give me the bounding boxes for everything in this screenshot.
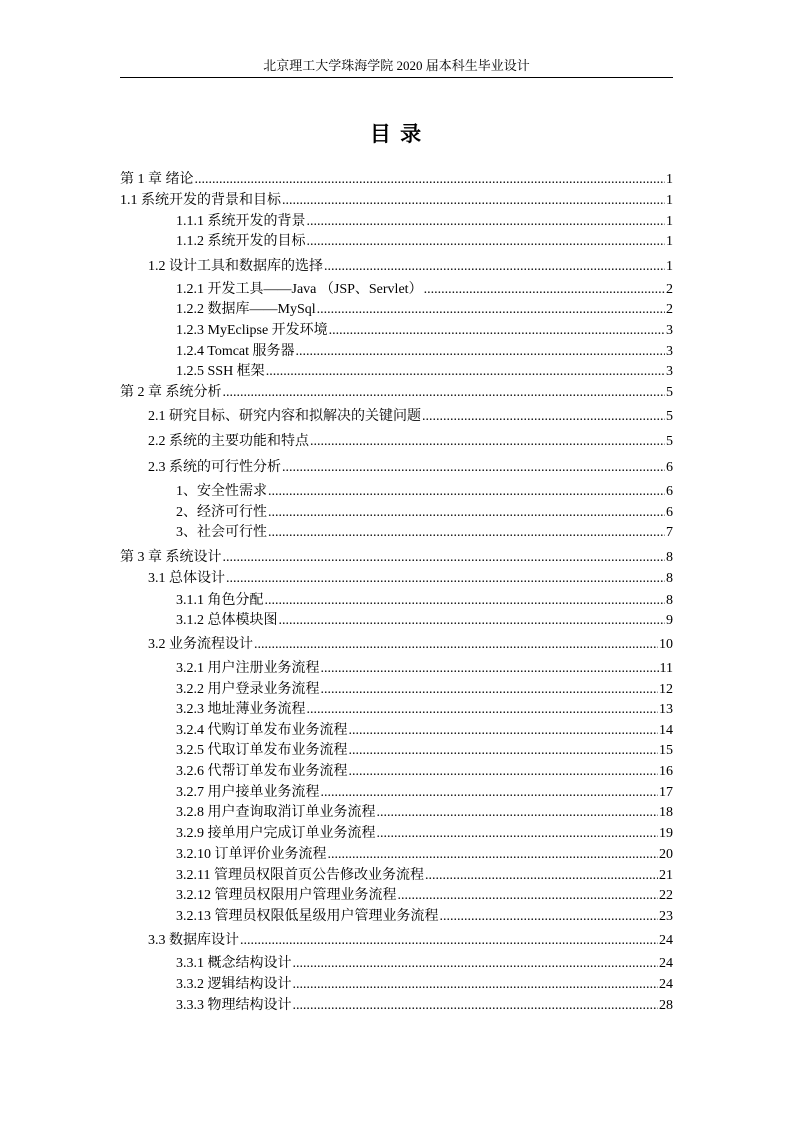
- toc-entry: [176, 212, 673, 232]
- toc-leader-dots: [440, 907, 659, 927]
- toc-entry: [148, 635, 673, 655]
- toc-entry-page: 1: [666, 172, 673, 187]
- toc-entry-page: 20: [659, 847, 673, 862]
- toc-leader-dots: [310, 432, 665, 452]
- toc-entry-page: 2: [666, 302, 673, 317]
- toc-entry: [120, 191, 673, 211]
- toc-entry-page: 11: [659, 661, 673, 676]
- toc-entry: [176, 280, 673, 300]
- toc-entry-page: 17: [659, 785, 673, 800]
- toc-entry: [120, 548, 673, 568]
- toc-entry: [148, 407, 673, 427]
- toc-entry-title: 3.2.7 用户接单业务流程: [176, 785, 320, 800]
- toc-leader-dots: [349, 741, 659, 761]
- toc-entry: [148, 569, 673, 589]
- toc-leader-dots: [254, 635, 658, 655]
- toc-leader-dots: [266, 362, 665, 382]
- toc-entry-page: 3: [666, 344, 673, 359]
- toc-entry-title: 3.2.12 管理员权限用户管理业务流程: [176, 888, 397, 903]
- toc-entry: [176, 482, 673, 502]
- toc-entry-title: 3.2.13 管理员权限低星级用户管理业务流程: [176, 909, 439, 924]
- toc-leader-dots: [268, 523, 665, 543]
- toc-entry-page: 16: [659, 764, 673, 779]
- toc-entry: [176, 611, 673, 631]
- toc-entry: [176, 741, 673, 761]
- toc-entry-page: 24: [659, 933, 673, 948]
- toc-leader-dots: [195, 170, 666, 190]
- toc-leader-dots: [425, 866, 658, 886]
- toc-entry-page: 3: [666, 323, 673, 338]
- toc-entry-title: 3.2.10 订单评价业务流程: [176, 847, 327, 862]
- toc-entry-title: 3.2 业务流程设计: [148, 637, 253, 652]
- toc-entry: [176, 680, 673, 700]
- toc-entry: [176, 503, 673, 523]
- toc-leader-dots: [293, 996, 659, 1016]
- toc-leader-dots: [307, 700, 659, 720]
- toc-entry-title: 1.2.1 开发工具——Java （JSP、Servlet）: [176, 282, 423, 297]
- toc-leader-dots: [282, 191, 665, 211]
- toc-entry-title: 2.2 系统的主要功能和特点: [148, 434, 309, 449]
- page-header: 北京理工大学珠海学院 2020 届本科生毕业设计: [120, 56, 673, 78]
- toc-entry-title: 1.2.3 MyEclipse 开发环境: [176, 323, 328, 338]
- toc-leader-dots: [279, 611, 666, 631]
- toc-entry-title: 3.3.2 逻辑结构设计: [176, 977, 292, 992]
- toc-entry-page: 22: [659, 888, 673, 903]
- toc-entry: [176, 996, 673, 1016]
- toc-entry-page: 6: [666, 505, 673, 520]
- toc-entry-page: 8: [666, 571, 673, 586]
- toc-entry: [176, 783, 673, 803]
- toc-entry-page: 3: [666, 364, 673, 379]
- toc-entry-page: 5: [666, 434, 673, 449]
- toc-leader-dots: [422, 407, 665, 427]
- toc-entry: [176, 523, 673, 543]
- toc-entry: [176, 659, 673, 679]
- toc-entry-title: 1.1 系统开发的背景和目标: [120, 193, 281, 208]
- toc-entry: [176, 866, 673, 886]
- toc-entry-page: 2: [666, 282, 673, 297]
- toc-entry-page: 8: [666, 593, 673, 608]
- toc-leader-dots: [293, 975, 659, 995]
- toc-entry: [176, 803, 673, 823]
- toc-entry: [176, 975, 673, 995]
- toc-entry-page: 19: [659, 826, 673, 841]
- toc-entry-page: 14: [659, 723, 673, 738]
- toc-entry: [148, 931, 673, 951]
- toc-entry: [176, 954, 673, 974]
- toc-leader-dots: [329, 321, 665, 341]
- toc-entry-page: 1: [666, 259, 673, 274]
- toc-entry: [176, 321, 673, 341]
- toc-entry-title: 第 1 章 绪论: [120, 172, 194, 187]
- toc-entry: [176, 886, 673, 906]
- toc-entry-page: 12: [659, 682, 673, 697]
- toc-entry-title: 3.3.1 概念结构设计: [176, 956, 292, 971]
- toc-leader-dots: [223, 383, 666, 403]
- toc-entry-page: 6: [666, 460, 673, 475]
- toc-entry: [176, 591, 673, 611]
- toc-entry: [176, 232, 673, 252]
- toc-entry: [176, 824, 673, 844]
- toc-entry-page: 7: [666, 525, 673, 540]
- toc-entry-page: 1: [666, 214, 673, 229]
- toc-entry-title: 3.1 总体设计: [148, 571, 225, 586]
- toc-entry-title: 1.1.2 系统开发的目标: [176, 234, 306, 249]
- toc-leader-dots: [240, 931, 658, 951]
- toc-entry-title: 3.2.9 接单用户完成订单业务流程: [176, 826, 376, 841]
- toc-entry: [176, 362, 673, 382]
- toc-entry-page: 23: [659, 909, 673, 924]
- toc-entry-title: 3.3 数据库设计: [148, 933, 239, 948]
- toc-entry-title: 3.2.6 代帮订单发布业务流程: [176, 764, 348, 779]
- toc-leader-dots: [307, 212, 666, 232]
- toc-entry: [148, 432, 673, 452]
- toc-entry-page: 18: [659, 805, 673, 820]
- toc-entry-title: 3.2.4 代购订单发布业务流程: [176, 723, 348, 738]
- toc-entry-page: 24: [659, 956, 673, 971]
- toc-entry-title: 3.2.2 用户登录业务流程: [176, 682, 320, 697]
- toc-entry-title: 3.1.2 总体模块图: [176, 613, 278, 628]
- toc-entry: [148, 257, 673, 277]
- toc-entry-page: 8: [666, 550, 673, 565]
- toc-leader-dots: [317, 300, 665, 320]
- toc-entry: [120, 170, 673, 190]
- toc-entry-page: 5: [666, 409, 673, 424]
- toc-entry-title: 3.1.1 角色分配: [176, 593, 264, 608]
- toc-entry-page: 5: [666, 385, 673, 400]
- toc-leader-dots: [321, 783, 659, 803]
- page-title: 目 录: [369, 122, 424, 146]
- toc-leader-dots: [223, 548, 666, 568]
- toc-leader-dots: [321, 659, 659, 679]
- toc-entry-title: 3、社会可行性: [176, 525, 267, 540]
- toc-leader-dots: [377, 803, 659, 823]
- toc-entry-title: 第 2 章 系统分析: [120, 385, 222, 400]
- toc-leader-dots: [268, 503, 665, 523]
- toc-entry: [176, 300, 673, 320]
- toc-leader-dots: [268, 482, 665, 502]
- toc-entry-page: 24: [659, 977, 673, 992]
- toc-leader-dots: [349, 762, 659, 782]
- toc-leader-dots: [296, 342, 665, 362]
- toc-leader-dots: [328, 845, 659, 865]
- toc-entry-title: 第 3 章 系统设计: [120, 550, 222, 565]
- toc-entry-page: 15: [659, 743, 673, 758]
- toc-entry-page: 10: [659, 637, 673, 652]
- toc-entry-page: 1: [666, 234, 673, 249]
- toc-entry-page: 21: [659, 868, 673, 883]
- toc-entry-title: 1.2 设计工具和数据库的选择: [148, 259, 323, 274]
- toc-leader-dots: [265, 591, 666, 611]
- toc-leader-dots: [349, 721, 659, 741]
- toc-leader-dots: [324, 257, 665, 277]
- toc-entry-title: 3.2.3 地址薄业务流程: [176, 702, 306, 717]
- toc-entry-title: 1.2.5 SSH 框架: [176, 364, 265, 379]
- toc-entry-page: 13: [659, 702, 673, 717]
- toc-entry-title: 2、经济可行性: [176, 505, 267, 520]
- toc-leader-dots: [307, 232, 666, 252]
- toc-leader-dots: [377, 824, 659, 844]
- toc-leader-dots: [398, 886, 659, 906]
- toc-entry-page: 6: [666, 484, 673, 499]
- toc-entry: [120, 383, 673, 403]
- toc-entry-title: 1、安全性需求: [176, 484, 267, 499]
- toc-entry-page: 1: [666, 193, 673, 208]
- toc-entry: [176, 907, 673, 927]
- toc-leader-dots: [321, 680, 659, 700]
- toc-entry-title: 1.2.4 Tomcat 服务器: [176, 344, 295, 359]
- toc-entry-title: 3.3.3 物理结构设计: [176, 998, 292, 1013]
- toc-entry: [176, 342, 673, 362]
- toc-entry-title: 3.2.11 管理员权限首页公告修改业务流程: [176, 868, 424, 883]
- toc-entry-title: 3.2.1 用户注册业务流程: [176, 661, 320, 676]
- toc-entry: [148, 458, 673, 478]
- toc-entry-title: 1.2.2 数据库——MySql: [176, 302, 316, 317]
- toc-entry-title: 2.1 研究目标、研究内容和拟解决的关键问题: [148, 409, 421, 424]
- toc-leader-dots: [424, 280, 665, 300]
- toc-entry-title: 1.1.1 系统开发的背景: [176, 214, 306, 229]
- toc-entry-title: 3.2.5 代取订单发布业务流程: [176, 743, 348, 758]
- toc-leader-dots: [293, 954, 659, 974]
- toc-entry: [176, 762, 673, 782]
- toc-entry-title: 3.2.8 用户查询取消订单业务流程: [176, 805, 376, 820]
- toc-entry: [176, 845, 673, 865]
- toc-leader-dots: [282, 458, 665, 478]
- toc-leader-dots: [226, 569, 665, 589]
- toc-entry-title: 2.3 系统的可行性分析: [148, 460, 281, 475]
- toc-entry: [176, 721, 673, 741]
- toc-entry-page: 28: [659, 998, 673, 1013]
- toc-entry: [176, 700, 673, 720]
- toc-entry-page: 9: [666, 613, 673, 628]
